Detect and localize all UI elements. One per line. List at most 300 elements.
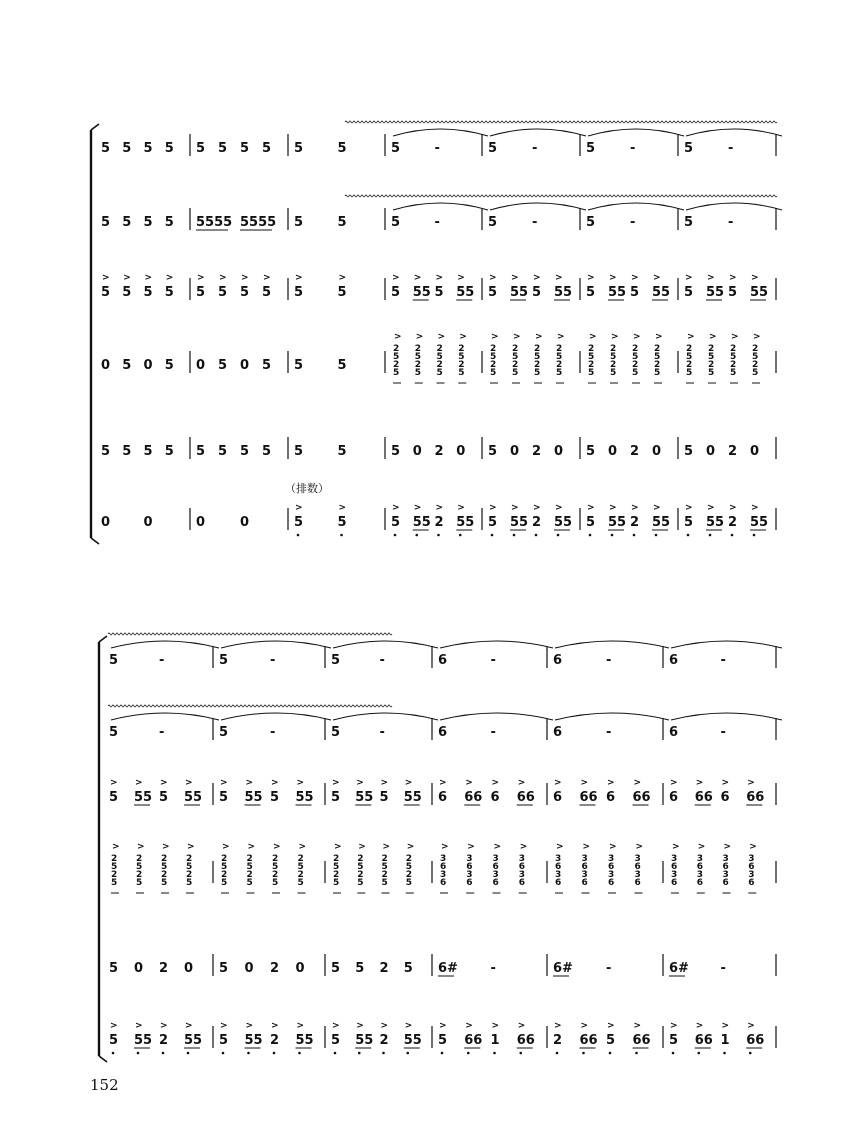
- note: 66: [516, 790, 535, 805]
- accent-mark: >: [457, 503, 465, 513]
- note: 6: [553, 653, 563, 668]
- low-octave-dot: [137, 1052, 140, 1055]
- note: 66: [694, 1033, 713, 1048]
- chord-digit: 5: [357, 878, 364, 888]
- accent-mark: >: [635, 842, 644, 852]
- accent-mark: >: [491, 1021, 500, 1031]
- note: 5: [164, 141, 174, 156]
- chord-digit: 6: [555, 878, 562, 888]
- chord-digit: 5: [111, 878, 118, 888]
- low-octave-dot: [589, 534, 592, 537]
- low-octave-dot: [358, 1052, 361, 1055]
- note: -: [606, 725, 612, 740]
- accent-mark: >: [295, 273, 303, 283]
- chord-digit: 6: [696, 862, 704, 872]
- tie-arc: [555, 713, 669, 720]
- measure: [391, 273, 474, 300]
- accent-mark: >: [162, 842, 170, 852]
- chord-digit: 2: [686, 360, 693, 370]
- note: 5: [331, 725, 341, 740]
- low-octave-dot: [672, 1052, 675, 1055]
- accent-mark: >: [332, 778, 340, 788]
- chord-digit: 6: [608, 878, 615, 888]
- note: 5: [391, 444, 401, 459]
- note: 66: [746, 1033, 765, 1048]
- rehearsal-annotation: （排数）: [285, 482, 329, 495]
- chord-digit: 2: [458, 360, 465, 370]
- accent-mark: >: [697, 842, 706, 852]
- chord-digit: 2: [186, 854, 193, 864]
- chord-digit: 2: [136, 854, 143, 864]
- tie-arc: [555, 641, 669, 648]
- chord-digit: 5: [272, 878, 279, 888]
- note: -: [720, 725, 726, 740]
- accent-mark: >: [707, 503, 715, 513]
- note: 5: [262, 444, 272, 459]
- measure: [391, 215, 440, 230]
- note: 0: [196, 515, 206, 530]
- chord-digit: 5: [654, 368, 661, 378]
- measure: [294, 503, 347, 530]
- chord-digit: 2: [357, 870, 364, 880]
- accent-mark: >: [435, 273, 444, 283]
- accent-mark: >: [587, 503, 595, 513]
- low-octave-dot: [723, 1052, 726, 1055]
- accent-mark: >: [382, 842, 391, 852]
- note: 55: [295, 790, 314, 805]
- chord-digit: 2: [708, 344, 715, 354]
- note: 0: [608, 444, 618, 459]
- low-octave-dot: [222, 1052, 225, 1055]
- chord-digit: 3: [608, 854, 615, 864]
- chord-digit: 2: [752, 360, 759, 370]
- accent-mark: >: [165, 273, 174, 283]
- note: 6: [720, 790, 730, 805]
- low-octave-dot: [513, 534, 516, 537]
- measure: [553, 961, 611, 976]
- note: 5: [337, 285, 347, 300]
- note: -: [159, 725, 165, 740]
- low-octave-dot: [687, 534, 690, 537]
- chord-digit: 2: [556, 344, 563, 354]
- measure: [440, 842, 527, 893]
- accent-mark: >: [609, 503, 617, 513]
- note: 55: [412, 515, 431, 530]
- note: 5: [391, 215, 401, 230]
- measure: [219, 725, 275, 740]
- note: 66: [516, 1033, 535, 1048]
- chord-digit: 2: [610, 344, 617, 354]
- chord-digit: 2: [610, 360, 617, 370]
- note: 55: [184, 790, 203, 805]
- chord-digit: 5: [686, 352, 693, 362]
- accent-mark: >: [187, 842, 195, 852]
- note: 5: [101, 444, 111, 459]
- accent-mark: >: [273, 842, 281, 852]
- chord-digit: 5: [436, 352, 443, 362]
- accent-mark: >: [556, 842, 564, 852]
- note: 5: [294, 515, 304, 530]
- note: 5: [218, 141, 228, 156]
- note: 55: [295, 1033, 314, 1048]
- measure: [219, 961, 305, 976]
- note: 5: [109, 961, 119, 976]
- note: 5: [684, 444, 694, 459]
- chord-digit: 5: [534, 352, 541, 362]
- measure: [586, 215, 635, 230]
- chord-digit: 2: [534, 360, 541, 370]
- note: 0: [196, 358, 206, 373]
- accent-mark: >: [723, 842, 732, 852]
- accent-mark: >: [653, 503, 661, 513]
- chord-digit: 5: [752, 352, 759, 362]
- accent-mark: >: [511, 273, 519, 283]
- chord-digit: 5: [556, 352, 563, 362]
- chord-digit: 6: [581, 878, 588, 888]
- chord-digit: 6: [518, 862, 526, 872]
- note: 0: [101, 515, 111, 530]
- measure: [333, 842, 414, 893]
- note: 5: [109, 1033, 119, 1048]
- note: 6#: [553, 961, 573, 976]
- accent-mark: >: [457, 273, 465, 283]
- accent-mark: >: [219, 273, 227, 283]
- note: -: [270, 725, 276, 740]
- note: 5: [331, 790, 341, 805]
- accent-mark: >: [533, 503, 541, 513]
- accent-mark: >: [493, 842, 502, 852]
- note: 2: [270, 1033, 280, 1048]
- note: 5: [488, 215, 498, 230]
- accent-mark: >: [144, 273, 153, 283]
- chord-digit: 5: [405, 878, 413, 888]
- chord-digit: 2: [436, 344, 443, 354]
- low-octave-dot: [394, 534, 397, 537]
- chord-digit: 5: [161, 878, 168, 888]
- note: 6: [438, 653, 448, 668]
- chord-digit: 2: [393, 344, 400, 354]
- accent-mark: >: [459, 332, 467, 342]
- note: -: [490, 653, 496, 668]
- measure: [101, 273, 174, 300]
- note: 55: [134, 790, 153, 805]
- low-octave-dot: [112, 1052, 115, 1055]
- accent-mark: >: [380, 778, 389, 788]
- measure: [109, 778, 202, 805]
- accent-mark: >: [404, 778, 413, 788]
- accent-mark: >: [247, 842, 256, 852]
- chord-digit: 6: [748, 878, 755, 888]
- chord-digit: 2: [708, 360, 715, 370]
- note: 5: [294, 358, 304, 373]
- accent-mark: >: [535, 332, 543, 342]
- accent-mark: >: [413, 273, 422, 283]
- note: 5: [586, 515, 596, 530]
- note: 5: [391, 515, 401, 530]
- chord-digit: 5: [272, 862, 279, 872]
- chord-digit: 3: [748, 854, 755, 864]
- measure: [221, 842, 306, 893]
- chord-digit: 5: [186, 878, 193, 888]
- note: 2: [379, 961, 389, 976]
- low-octave-dot: [187, 1052, 190, 1055]
- chord-digit: 2: [490, 344, 497, 354]
- tie-arc: [440, 713, 553, 720]
- accent-mark: >: [112, 842, 120, 852]
- accent-mark: >: [123, 273, 131, 283]
- measure: [488, 141, 537, 156]
- note: 66: [632, 1033, 651, 1048]
- measure: [669, 725, 726, 740]
- measure: [101, 215, 174, 230]
- tie-arc: [490, 129, 586, 136]
- note: -: [532, 141, 538, 156]
- accent-mark: >: [338, 273, 347, 283]
- measure: [684, 215, 733, 230]
- note: 55: [554, 285, 573, 300]
- accent-mark: >: [633, 778, 642, 788]
- note: 5: [630, 285, 640, 300]
- accent-mark: >: [557, 332, 565, 342]
- accent-mark: >: [392, 273, 400, 283]
- note: 5: [196, 285, 206, 300]
- measure: [588, 332, 663, 383]
- accent-mark: >: [137, 842, 145, 852]
- measure: [331, 653, 385, 668]
- tie-arc: [686, 129, 782, 136]
- chord-digit: 6: [518, 878, 526, 888]
- note: 5: [684, 515, 694, 530]
- note: 5: [488, 444, 498, 459]
- accent-mark: >: [222, 842, 230, 852]
- tie-arc: [588, 129, 684, 136]
- tie-arc: [686, 203, 782, 210]
- note: 0: [240, 515, 250, 530]
- chord-digit: 6: [722, 878, 729, 888]
- note: -: [379, 725, 385, 740]
- note: 0: [510, 444, 520, 459]
- chord-digit: 2: [436, 360, 443, 370]
- chord-digit: 2: [588, 360, 595, 370]
- accent-mark: >: [295, 503, 303, 513]
- low-octave-dot: [406, 1052, 409, 1055]
- chord-digit: 6: [748, 862, 755, 872]
- accent-mark: >: [338, 503, 347, 513]
- trill-wave: [108, 705, 392, 707]
- note: 5: [262, 141, 272, 156]
- chord-digit: 5: [161, 862, 168, 872]
- tie-arc: [588, 203, 684, 210]
- measure: [196, 273, 271, 300]
- note: 55: [456, 515, 475, 530]
- measure: [101, 444, 174, 459]
- note: 6: [490, 790, 500, 805]
- measure: [686, 332, 761, 383]
- note: 5: [438, 1033, 448, 1048]
- note: 5: [218, 285, 228, 300]
- measure: [294, 444, 347, 459]
- note: -: [379, 653, 385, 668]
- note: 5: [331, 653, 341, 668]
- low-octave-dot: [635, 1052, 638, 1055]
- note: 5: [122, 285, 132, 300]
- note: 55: [456, 285, 475, 300]
- chord-digit: 5: [490, 368, 497, 378]
- chord-digit: 2: [654, 344, 661, 354]
- chord-digit: 5: [405, 862, 413, 872]
- accent-mark: >: [655, 332, 663, 342]
- accent-mark: >: [731, 332, 739, 342]
- chord-digit: 5: [588, 368, 595, 378]
- accent-mark: >: [685, 273, 693, 283]
- low-octave-dot: [437, 534, 440, 537]
- measure: [331, 725, 385, 740]
- chord-digit: 3: [440, 870, 447, 880]
- chord-digit: 6: [466, 862, 473, 872]
- note: 6: [438, 790, 448, 805]
- chord-digit: 5: [708, 368, 715, 378]
- accent-mark: >: [241, 273, 249, 283]
- measure: [391, 444, 465, 459]
- note: 5: [143, 285, 153, 300]
- note: 0: [101, 358, 111, 373]
- accent-mark: >: [631, 503, 639, 513]
- measure: [391, 141, 440, 156]
- note: 5: [331, 961, 341, 976]
- accent-mark: >: [296, 1021, 305, 1031]
- note: 0: [652, 444, 662, 459]
- chord-digit: 6: [492, 862, 499, 872]
- accent-mark: >: [589, 332, 597, 342]
- measure: [586, 503, 670, 530]
- low-octave-dot: [382, 1052, 385, 1055]
- chord-digit: 2: [414, 344, 422, 354]
- measure: [438, 778, 535, 805]
- chord-digit: 3: [671, 870, 678, 880]
- bracket-hook: [91, 538, 99, 544]
- note: 55: [355, 790, 374, 805]
- note: 55: [706, 515, 725, 530]
- note: 5: [109, 790, 119, 805]
- accent-mark: >: [415, 332, 424, 342]
- note: 66: [579, 1033, 598, 1048]
- chord-digit: 5: [393, 352, 400, 362]
- note: 1: [720, 1033, 730, 1048]
- note: 0: [134, 961, 144, 976]
- note: 0: [143, 358, 153, 373]
- accent-mark: >: [332, 1021, 340, 1031]
- chord-digit: 2: [111, 870, 118, 880]
- accent-mark: >: [695, 778, 704, 788]
- accent-mark: >: [435, 503, 444, 513]
- chord-digit: 2: [588, 344, 595, 354]
- chord-digit: 3: [748, 870, 755, 880]
- note: 5: [219, 790, 229, 805]
- measure: [109, 725, 164, 740]
- note: 2: [532, 515, 542, 530]
- accent-mark: >: [607, 1021, 615, 1031]
- chord-digit: 2: [161, 854, 168, 864]
- low-octave-dot: [582, 1052, 585, 1055]
- chord-digit: 5: [632, 352, 639, 362]
- accent-mark: >: [160, 778, 168, 788]
- accent-mark: >: [392, 503, 400, 513]
- note: 0: [456, 444, 466, 459]
- chord-digit: 5: [458, 352, 465, 362]
- chord-digit: 2: [381, 870, 388, 880]
- chord-digit: 5: [297, 878, 304, 888]
- note: -: [630, 215, 636, 230]
- accent-mark: >: [465, 778, 473, 788]
- note: -: [532, 215, 538, 230]
- note: 5: [270, 790, 280, 805]
- measure: [109, 961, 193, 976]
- accent-mark: >: [334, 842, 342, 852]
- accent-mark: >: [406, 842, 415, 852]
- accent-mark: >: [707, 273, 715, 283]
- tie-arc: [221, 641, 331, 648]
- accent-mark: >: [263, 273, 271, 283]
- tie-arc: [111, 713, 219, 720]
- measure: [331, 961, 413, 976]
- measure: [553, 725, 611, 740]
- chord-digit: 2: [512, 344, 519, 354]
- chord-digit: 2: [490, 360, 497, 370]
- chord-digit: 5: [297, 862, 304, 872]
- low-octave-dot: [441, 1052, 444, 1055]
- note: 55: [750, 515, 769, 530]
- measure: [331, 1021, 422, 1048]
- accent-mark: >: [747, 778, 755, 788]
- note: 5: [196, 141, 206, 156]
- chord-digit: 3: [581, 870, 588, 880]
- trill-wave: [345, 121, 777, 123]
- note: 5: [684, 141, 694, 156]
- note: 5555: [240, 215, 277, 230]
- chord-digit: 3: [634, 854, 641, 864]
- note: 5: [403, 961, 413, 976]
- measure: [294, 273, 347, 300]
- note: 5: [391, 141, 401, 156]
- chord-digit: 6: [634, 862, 641, 872]
- note: 5: [159, 790, 169, 805]
- accent-mark: >: [356, 1021, 364, 1031]
- chord-digit: 2: [414, 360, 422, 370]
- accent-mark: >: [533, 273, 541, 283]
- measure: [331, 778, 422, 805]
- note: 2: [630, 515, 640, 530]
- low-octave-dot: [467, 1052, 470, 1055]
- measure: [196, 515, 249, 530]
- note: 5: [143, 141, 153, 156]
- accent-mark: >: [441, 842, 449, 852]
- note: 5: [164, 358, 174, 373]
- note: 5: [122, 141, 132, 156]
- low-octave-dot: [519, 1052, 522, 1055]
- note: -: [720, 653, 726, 668]
- tie-arc: [393, 203, 488, 210]
- accent-mark: >: [695, 1021, 704, 1031]
- note: 5: [669, 1033, 679, 1048]
- note: 5: [488, 515, 498, 530]
- measure: [553, 653, 611, 668]
- measure: [101, 141, 174, 156]
- chord-digit: 2: [393, 360, 400, 370]
- note: -: [728, 141, 734, 156]
- chord-digit: 2: [752, 344, 759, 354]
- note: 5: [219, 653, 229, 668]
- note: 2: [553, 1033, 563, 1048]
